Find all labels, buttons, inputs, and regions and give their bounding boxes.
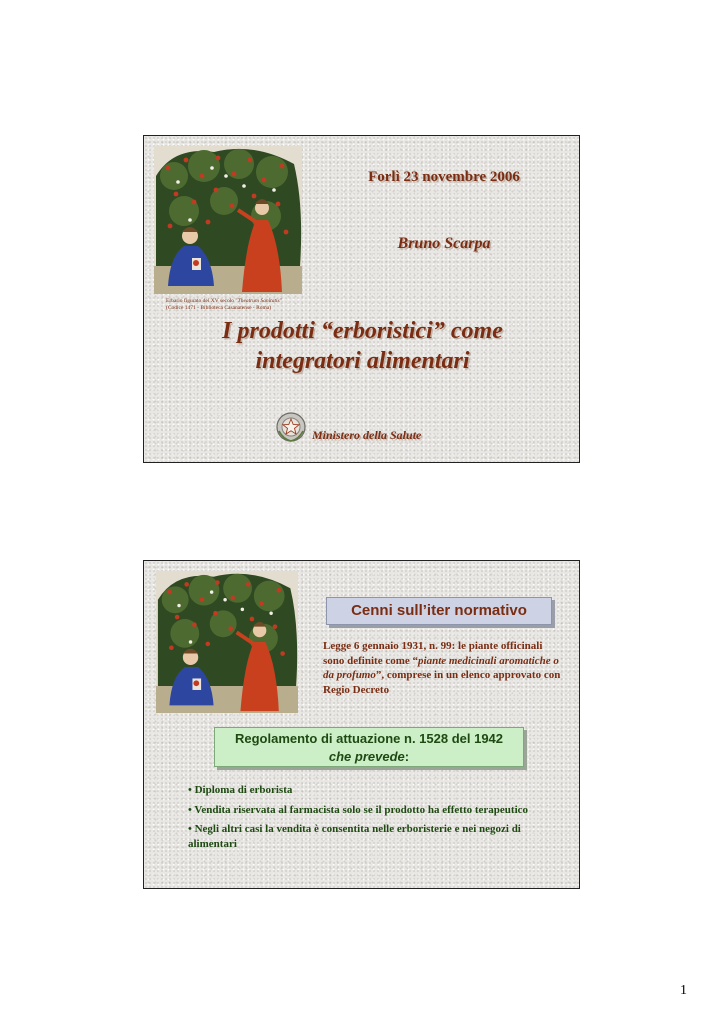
illustration-caption xyxy=(166,298,326,312)
regulation-title: Regolamento di attuazione n. 1528 del 1942 xyxy=(234,731,504,746)
slide-regulatory-history xyxy=(143,560,580,889)
regulation-subtitle: che prevede xyxy=(328,749,405,764)
presentation-date: Forlì 23 novembre 2006 xyxy=(368,169,520,185)
list-item: • Vendita riservata al farmacista solo se il prodotto ha effetto terapeutico xyxy=(188,803,529,816)
herbal-illustration-image xyxy=(154,571,300,713)
regulation-colon: : xyxy=(404,749,410,764)
list-item: • Diploma di erborista xyxy=(188,784,293,796)
law-text-end: ”, comprese in un elenco approvato con Regio Decreto xyxy=(323,669,561,696)
slide-main-title xyxy=(154,316,571,376)
law-description xyxy=(323,639,563,697)
caption-prefix: Erbario figurato del XV secolo " xyxy=(166,298,238,304)
herbal-illustration-image xyxy=(154,146,302,294)
section-title-box: Cenni sull’iter normativo xyxy=(326,597,552,625)
ministry-name: Ministero della Salute xyxy=(312,428,422,442)
title-line-1: I prodotti “erboristici” come xyxy=(222,318,503,344)
law-definition-italic: piante medicinali aromatiche o da profumo xyxy=(323,654,559,681)
page-number: 1 xyxy=(680,983,687,998)
bullet-list xyxy=(188,783,528,856)
caption-work-title: Theatrum Sanitatis xyxy=(237,298,280,304)
list-item: • Negli altri casi la vendita è consentita nelle erboristerie e nei negozi di alimentari xyxy=(188,823,521,850)
caption-suffix: " xyxy=(279,298,282,304)
law-text-start: Legge 6 gennaio 1931, n. 99: le piante officinali sono definite come “ xyxy=(323,640,543,667)
caption-source: (Codice 1471 - Biblioteca Casanatense - Roma) xyxy=(166,305,272,311)
title-line-2: integratori alimentari xyxy=(255,348,470,374)
regulation-box xyxy=(214,727,524,767)
slide-title xyxy=(143,135,580,463)
author-name: Bruno Scarpa xyxy=(397,235,491,252)
italian-republic-emblem-icon xyxy=(275,411,307,448)
